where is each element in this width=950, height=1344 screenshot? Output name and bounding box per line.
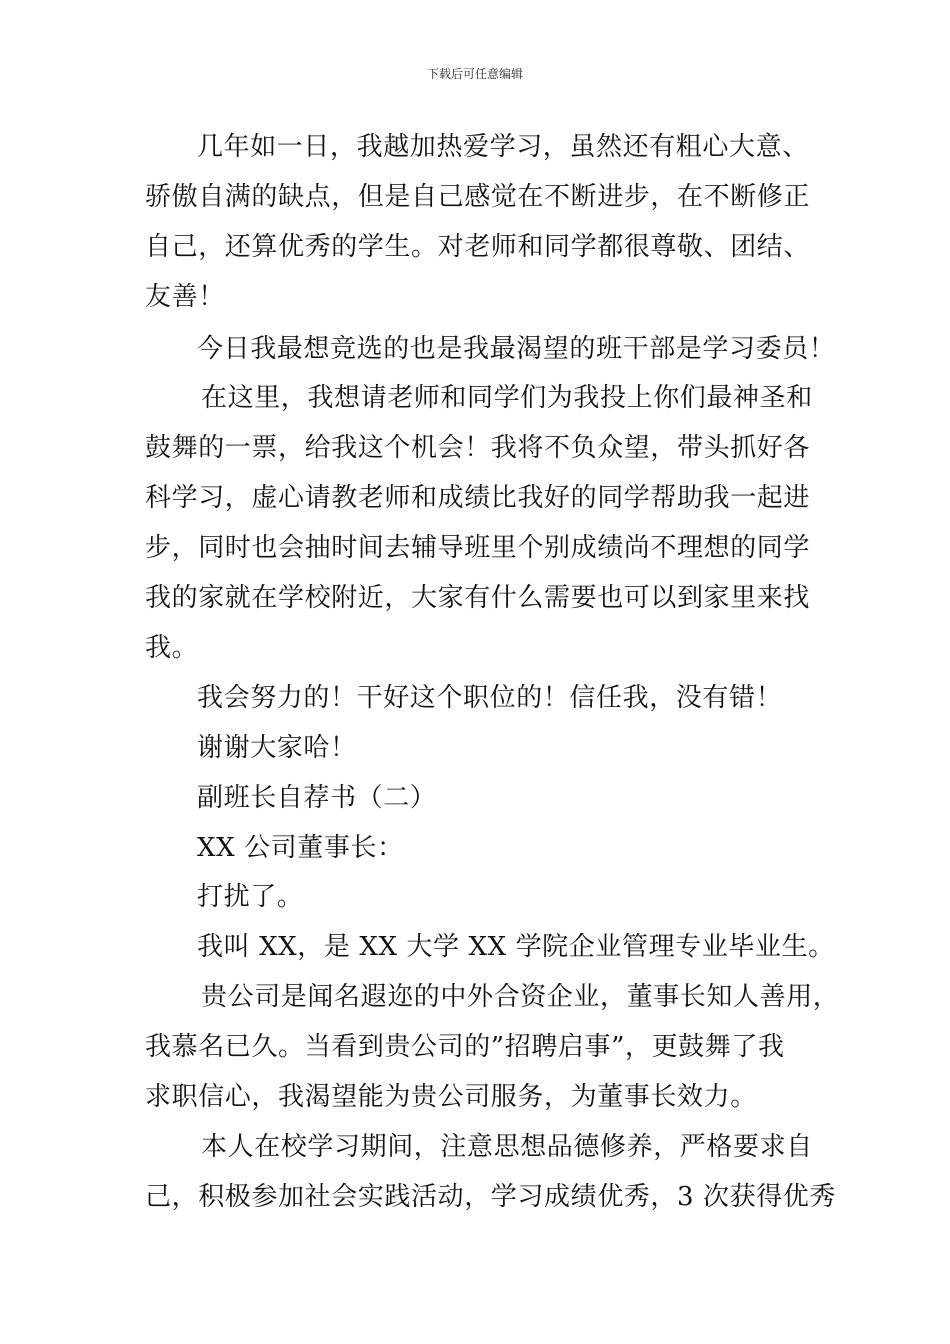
text-line: 步，同时也会抽时间去辅导班里个别成绩尚不理想的同学 <box>145 533 811 563</box>
text-line: 打扰了。 <box>197 882 304 912</box>
text-line: 自己，还算优秀的学生。对老师和同学都很尊敬、团结、 <box>145 232 811 262</box>
text-line: 我慕名已久。当看到贵公司的”招聘启事”，更鼓舞了我 <box>145 1032 785 1062</box>
text-line: 在这里，我想请老师和同学们为我投上你们最神圣和 <box>201 383 813 413</box>
salutation: XX 公司董事长： <box>197 833 404 863</box>
text-line: 骄傲自满的缺点，但是自己感觉在不断进步，在不断修正 <box>145 182 811 212</box>
page-header-note: 下载后可任意编辑 <box>426 67 523 81</box>
text-line: 我的家就在学校附近，大家有什么需要也可以到家里来找 <box>145 583 811 613</box>
text-line: 几年如一日，我越加热爱学习，虽然还有粗心大意、 <box>197 132 809 162</box>
text-line: 今日我最想竞选的也是我最渴望的班干部是学习委员！ <box>197 334 836 364</box>
text-line: 本人在校学习期间，注意思想品德修养，严格要求自 <box>201 1132 813 1162</box>
text-line: 友善！ <box>145 282 225 312</box>
text-line: 鼓舞的一票，给我这个机会！我将不负众望，带头抓好各 <box>145 433 811 463</box>
text-line: 谢谢大家哈！ <box>197 733 357 763</box>
text-line: 我。 <box>145 633 199 663</box>
text-line: 我叫 XX，是 XX 大学 XX 学院企业管理专业毕业生。 <box>197 932 835 962</box>
text-line: 己，积极参加社会实践活动，学习成绩优秀，3 次获得优秀 <box>145 1182 837 1212</box>
text-line: 求职信心，我渴望能为贵公司服务，为董事长效力。 <box>145 1082 757 1112</box>
section-title: 副班长自荐书（二） <box>197 783 437 813</box>
text-line: 我会努力的！干好这个职位的！信任我，没有错！ <box>197 683 783 713</box>
text-line: 贵公司是闻名遐迩的中外合资企业，董事长知人善用， <box>201 982 840 1012</box>
text-line: 科学习，虚心请教老师和成绩比我好的同学帮助我一起进 <box>145 483 811 513</box>
